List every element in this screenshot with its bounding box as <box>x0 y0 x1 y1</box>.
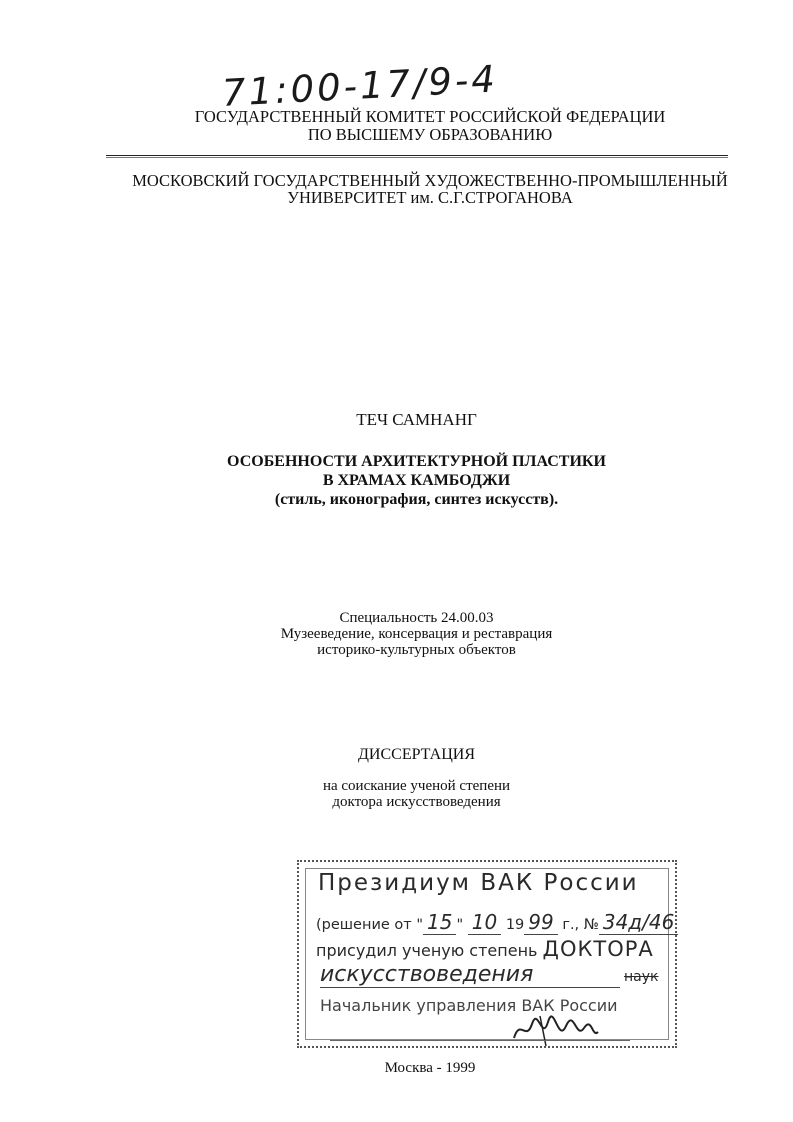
degree-block <box>200 778 633 810</box>
signature-mark <box>510 1012 600 1048</box>
specialty-block <box>200 610 633 658</box>
degree-line-1: на соискание ученой степени <box>322 778 511 794</box>
stamp-chief: Начальник управления ВАК России <box>320 996 618 1015</box>
header-divider <box>106 155 728 156</box>
stamp-number: 34д/46 <box>599 910 678 935</box>
dissertation-title <box>160 452 673 509</box>
stamp-field-line <box>320 962 658 988</box>
archive-code-handwritten: 71:00-17/9-4 <box>221 57 499 115</box>
title-line-1: ОСОБЕННОСТИ АРХИТЕКТУРНОЙ ПЛАСТИКИ <box>227 453 606 470</box>
stamp-field-handwritten: искусствоведения <box>320 962 620 988</box>
specialty-name-2: историко-культурных объектов <box>317 642 516 658</box>
stamp-year-unit: г., № <box>557 917 599 933</box>
title-line-2: В ХРАМАХ КАМБОДЖИ <box>322 472 511 489</box>
stamp-award-text: присудил ученую степень <box>316 941 543 960</box>
stamp-sep: " <box>456 917 464 933</box>
stamp-award-line <box>316 937 654 961</box>
stamp-field-suffix: наук <box>624 969 659 985</box>
committee-line-1: ГОСУДАРСТВЕННЫЙ КОМИТЕТ РОССИЙСКОЙ ФЕДЕРАЦИИ <box>194 107 666 126</box>
title-line-3: (стиль, иконография, синтез искусств). <box>274 491 559 508</box>
specialty-code: Специальность 24.00.03 <box>339 610 494 626</box>
work-type: ДИССЕРТАЦИЯ <box>358 746 475 763</box>
degree-line-2: доктора искусствоведения <box>332 794 501 810</box>
stamp-degree-level: ДОКТОРА <box>542 937 654 961</box>
stamp-decision-line <box>316 910 678 935</box>
stamp-year-prefix: 19 <box>505 917 525 933</box>
city-year: Москва - 1999 <box>384 1060 476 1076</box>
stamp-month: 10 <box>468 910 501 935</box>
stamp-title: Президиум ВАК России <box>318 870 639 896</box>
university-line-2: УНИВЕРСИТЕТ им. С.Г.СТРОГАНОВА <box>287 188 573 207</box>
stamp-day: 15 <box>423 910 456 935</box>
university-line-1: МОСКОВСКИЙ ГОСУДАРСТВЕННЫЙ ХУДОЖЕСТВЕННО-ПРОМЫШЛЕННЫЙ <box>132 171 728 190</box>
signature-line <box>330 1040 630 1041</box>
author-name: ТЕЧ САМНАНГ <box>356 410 477 429</box>
stamp-decision-prefix: (решение от " <box>316 917 424 933</box>
committee-line-2: ПО ВЫСШЕМУ ОБРАЗОВАНИЮ <box>307 125 553 144</box>
specialty-name-1: Музееведение, консервация и реставрация <box>280 626 553 642</box>
committee-header <box>120 108 740 144</box>
stamp-year-suffix: 99 <box>524 910 557 935</box>
university-header <box>110 172 750 206</box>
header-divider-shadow <box>106 157 728 158</box>
